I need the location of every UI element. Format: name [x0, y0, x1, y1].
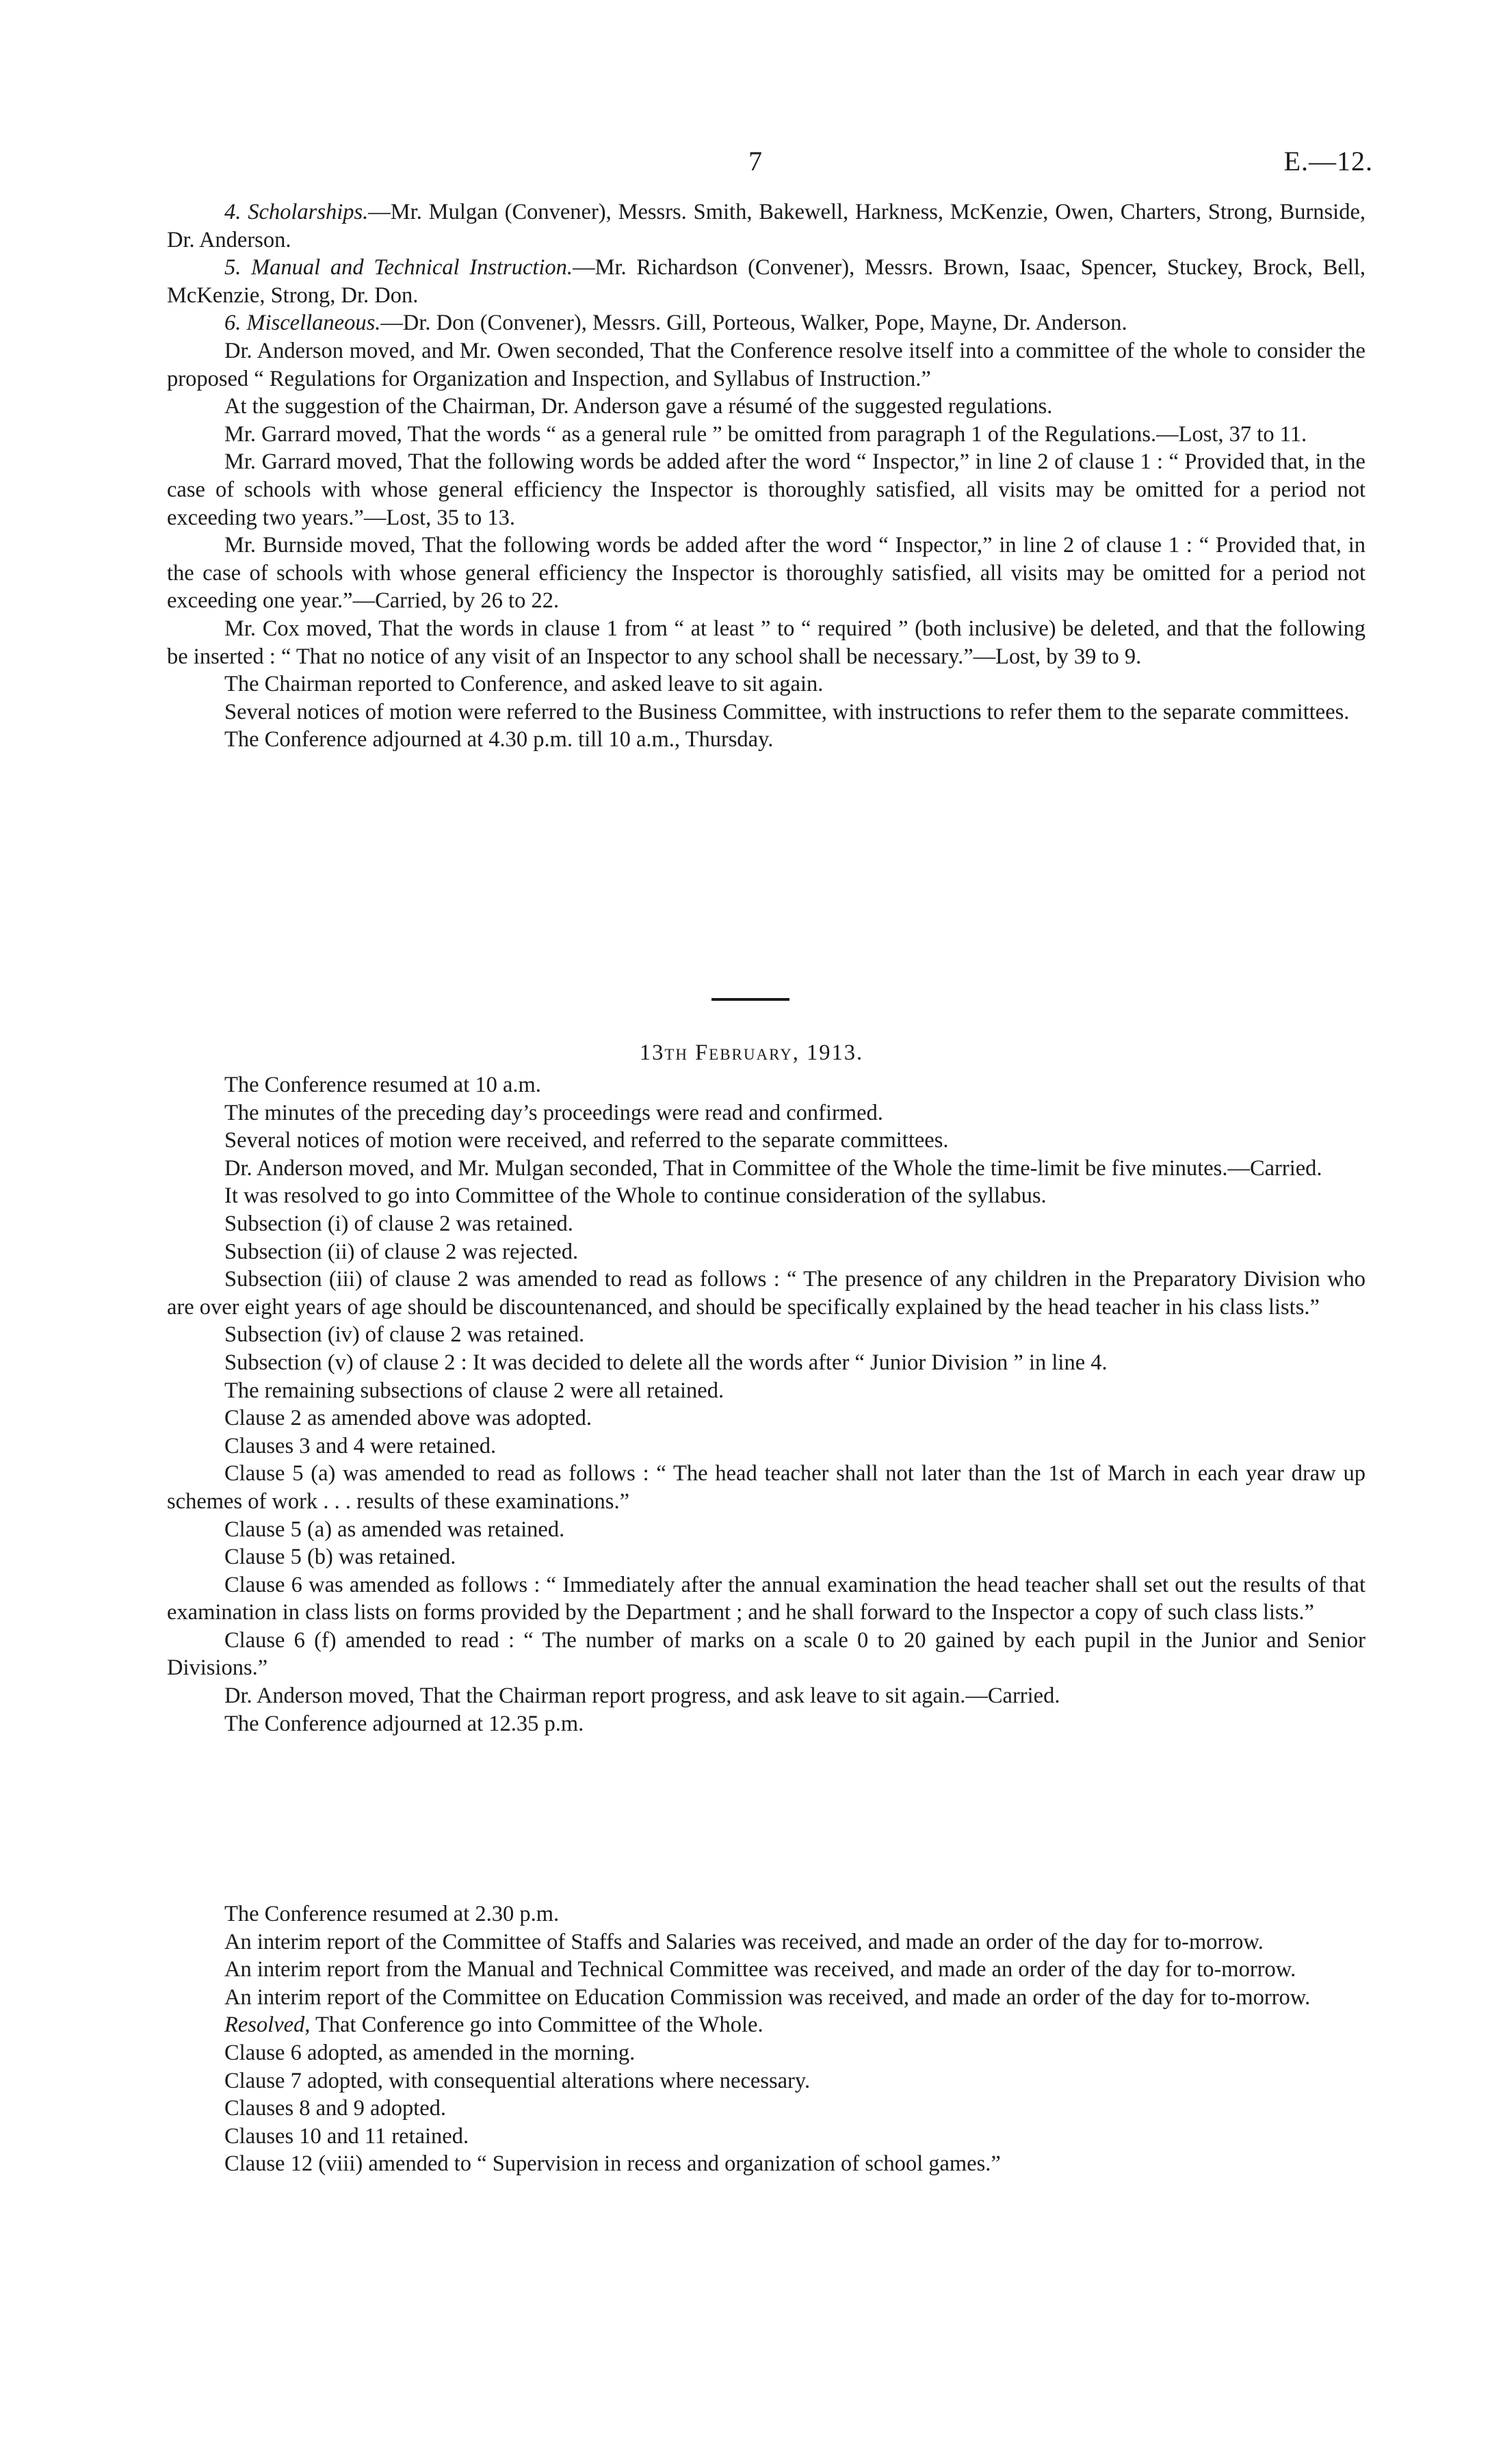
paragraph: Subsection (v) of clause 2 : It was decided to delete all the words after “ Junior Division ” in line 4. [224, 1350, 1108, 1375]
paragraph: Dr. Anderson moved, That the Chairman report progress, and ask leave to sit again.—Carried. [224, 1683, 1060, 1709]
paragraph: An interim report of the Committee of Staffs and Salaries was received, and made an order of the day for to-morrow. [224, 1929, 1264, 1954]
section-morning-session [167, 1071, 1365, 1738]
paragraph: Clauses 8 and 9 adopted. [224, 2096, 447, 2121]
paragraph: The minutes of the preceding day’s proceedings were read and confirmed. [224, 1100, 883, 1125]
paragraph-text: —Dr. Don (Convener), Messrs. Gill, Porteous, Walker, Pope, Mayne, Dr. Anderson. [380, 311, 1127, 336]
paragraph: Subsection (iv) of clause 2 was retained. [224, 1322, 585, 1348]
paragraph: Clause 6 (f) amended to read : “ The number of marks on a scale 0 to 20 gained by each pupil in the Junior and Senior Divisions.” [167, 1627, 1365, 1681]
paragraph: Mr. Garrard moved, That the words “ as a general rule ” be omitted from paragraph 1 of the Regulations.—Lost, 37 to 11. [224, 421, 1307, 447]
paragraph: An interim report from the Manual and Technical Committee was received, and made an order of the day for to-morrow. [224, 1957, 1296, 1982]
paragraph: Clause 12 (viii) amended to “ Supervision in recess and organization of school games.” [224, 2151, 1001, 2177]
committee-label: 5. Manual and Technical Instruction. [224, 255, 573, 280]
paragraph: Clauses 10 and 11 retained. [224, 2123, 469, 2149]
paragraph: Clause 7 adopted, with consequential alterations where necessary. [224, 2068, 811, 2093]
paragraph: It was resolved to go into Committee of the Whole to continue consideration of the syllabus. [224, 1183, 1047, 1209]
paragraph-resolved [167, 2011, 1365, 2039]
paragraph: The Chairman reported to Conference, and asked leave to sit again. [224, 672, 824, 697]
paragraph: The remaining subsections of clause 2 were all retained. [224, 1378, 724, 1403]
paragraph: Subsection (i) of clause 2 was retained. [224, 1211, 573, 1236]
paragraph: Clause 5 (a) as amended was retained. [224, 1517, 565, 1542]
paragraph-text: —Mr. Richardson (Convener), Messrs. Brown, Isaac, Spencer, Stuckey, Brock, Bell, McKenzie, Strong, Dr. Don. [167, 255, 1365, 308]
date-heading: 13th February, 1913. [639, 1040, 864, 1065]
paragraph-text: —Mr. Mulgan (Convener), Messrs. Smith, Bakewell, Harkness, McKenzie, Owen, Charters, Strong, Burnside, Dr. Anderson. [167, 200, 1365, 252]
paragraph: Clauses 3 and 4 were retained. [224, 1433, 497, 1458]
paragraph-text: That Conference go into Committee of the Whole. [310, 2013, 763, 2038]
paragraph: Dr. Anderson moved, and Mr. Mulgan seconded, That in Committee of the Whole the time-limit be five minutes.—Carried. [224, 1155, 1322, 1181]
paragraph: Clause 6 was amended as follows : “ Immediately after the annual examination the head teacher shall set out the results of that examination in class lists on forms provided by the Department ; and he shall forward to the Inspector a copy of such class lists.” [167, 1572, 1365, 1625]
paragraph: Several notices of motion were received, and referred to the separate committees. [224, 1128, 949, 1153]
paragraph-manual-technical [167, 254, 1365, 309]
paragraph: Dr. Anderson moved, and Mr. Owen seconded, That the Conference resolve itself into a committee of the whole to consider the proposed “ Regulations for Organization and Inspection, and Syllabus of Instruction.” [167, 338, 1365, 391]
resolved-label: Resolved, [224, 2013, 311, 2038]
document-reference: E.—12. [1283, 146, 1373, 176]
paragraph-miscellaneous [167, 309, 1365, 337]
paragraph: Mr. Burnside moved, That the following words be added after the word “ Inspector,” in line 2 of clause 1 : “ Provided that, in the case of schools with whose general efficiency the Inspector is thoroughly satisfied, all visits may be omitted for a period not exceeding one year.”—Carried, by 26 to 22. [167, 533, 1365, 614]
paragraph: The Conference adjourned at 4.30 p.m. till 10 a.m., Thursday. [224, 727, 774, 752]
paragraph: Mr. Garrard moved, That the following words be added after the word “ Inspector,” in line 2 of clause 1 : “ Provided that, in the case of schools with whose general efficiency the Inspector is thoroughly satisfied, all visits may be omitted for a period not exceeding two years.”—Lost, 35 to 13. [167, 449, 1365, 530]
paragraph: The Conference adjourned at 12.35 p.m. [224, 1711, 584, 1736]
committee-label: 4. Scholarships. [224, 200, 369, 224]
paragraph: Subsection (iii) of clause 2 was amended to read as follows : “ The presence of any children in the Preparatory Division who are over eight years of age should be discountenanced, and should be specifically explained by the head teacher in his class lists.” [167, 1267, 1365, 1320]
section-committees-and-motions [167, 198, 1365, 754]
section-divider [711, 998, 789, 1001]
paragraph: Clause 6 adopted, as amended in the morning. [224, 2040, 636, 2065]
paragraph: The Conference resumed at 10 a.m. [224, 1073, 541, 1097]
paragraph: Clause 5 (a) was amended to read as follows : “ The head teacher shall not later than the 1st of March in each year draw up schemes of work . . . results of these examinations.” [167, 1461, 1365, 1514]
paragraph: Clause 5 (b) was retained. [224, 1545, 456, 1570]
page-number: 7 [748, 146, 762, 176]
paragraph: At the suggestion of the Chairman, Dr. Anderson gave a résumé of the suggested regulations. [224, 394, 1053, 419]
paragraph: Subsection (ii) of clause 2 was rejected. [224, 1239, 579, 1264]
committee-label: 6. Miscellaneous. [224, 311, 381, 336]
paragraph: Mr. Cox moved, That the words in clause 1 from “ at least ” to “ required ” (both inclusive) be deleted, and that the following be inserted : “ That no notice of any visit of an Inspector to any school shall be necessary.”—Lost, by 39 to 9. [167, 616, 1365, 669]
paragraph: Clause 2 as amended above was adopted. [224, 1406, 592, 1431]
paragraph-scholarships [167, 198, 1365, 254]
paragraph: The Conference resumed at 2.30 p.m. [224, 1902, 560, 1926]
paragraph: An interim report of the Committee on Education Commission was received, and made an order of the day for to-morrow. [224, 1984, 1311, 2010]
paragraph: Several notices of motion were referred to the Business Committee, with instructions to refer them to the separate committees. [224, 699, 1350, 724]
section-afternoon-session [167, 1900, 1365, 2178]
